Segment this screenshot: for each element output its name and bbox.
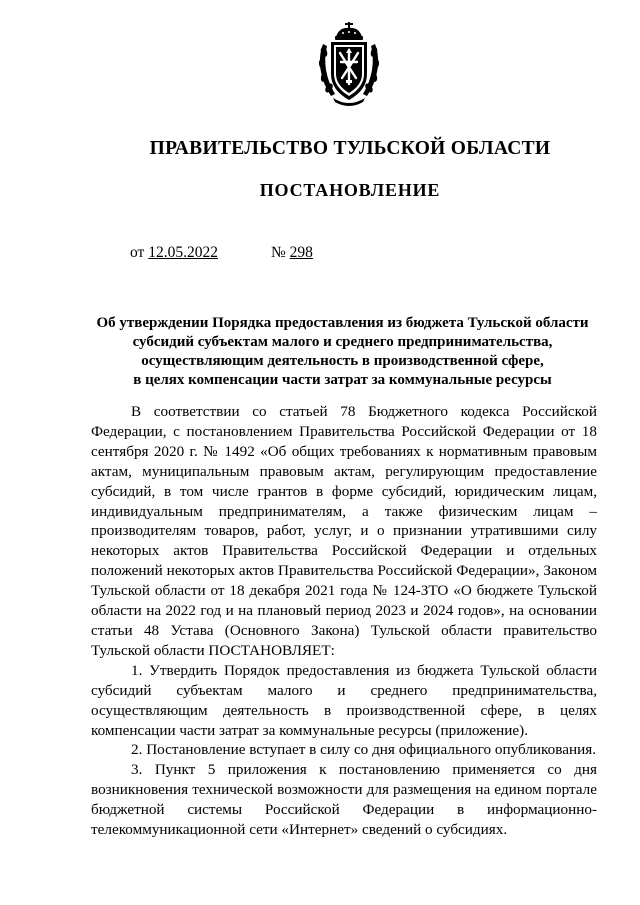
document-date (130, 244, 218, 262)
date-value: 12.05.2022 (148, 244, 218, 261)
document-type: ПОСТАНОВЛЕНИЕ (259, 180, 441, 200)
heading-line: Об утверждении Порядка предоставления из бюджета Тульской области (96, 315, 589, 331)
number-prefix: № (271, 244, 290, 261)
document-body (91, 402, 597, 840)
clause-3-paragraph: 3. Пункт 5 приложения к постановлению применяется со дня возникновения технической возможности для размещения на едином портале бюджетной системы Российской Федерации в информационно-телекоммуникационной сети «Интернет» сведений о субсидиях. (91, 761, 597, 839)
document-heading (90, 314, 595, 390)
heading-line: в целях компенсации части затрат за коммунальные ресурсы (133, 372, 552, 388)
document-number (271, 244, 313, 262)
clause-2-paragraph: 2. Постановление вступает в силу со дня официального опубликования. (131, 741, 596, 759)
date-prefix: от (130, 244, 149, 261)
heading-line: субсидий субъектам малого и среднего предпринимательства, (132, 334, 553, 350)
clause-1-paragraph: 1. Утвердить Порядок предоставления из бюджета Тульской области субсидий субъектам малого и среднего предпринимательства, осуществляющим деятельность в производственной сфере, в целях компенсации части затрат за коммунальные ресурсы (приложение). (91, 661, 597, 739)
government-title: ПРАВИТЕЛЬСТВО ТУЛЬСКОЙ ОБЛАСТИ (149, 138, 551, 159)
tula-region-coat-of-arms-icon (317, 22, 381, 108)
preamble-paragraph: В соответствии со статьей 78 Бюджетного кодекса Российской Федерации, с постановлением Правительства Российской Федерации от 18 сентября 2020 г. № 1492 «Об общих требованиях к нормативным правовым актам, муниципальным правовым актам, регулирующим предоставление субсидий, в том числе грантов в форме субсидий, юридическим лицам, индивидуальным предпринимателям, а также физическим лицам – производителям товаров, работ, услуг, и о признании утратившими силу некоторых актов Правительства Российской Федерации и отдельных положений некоторых актов Правительства Российской Федерации», Законом Тульской области от 18 декабря 2021 года № 124-ЗТО «О бюджете Тульской области на 2022 год и на плановый период 2023 и 2024 годов», на основании статьи 48 Устава (Основного Закона) Тульской области правительство Тульской области ПОСТАНОВЛЯЕТ: (91, 403, 597, 659)
heading-line: осуществляющим деятельность в производственной сфере, (141, 353, 544, 369)
number-value: 298 (289, 244, 313, 261)
